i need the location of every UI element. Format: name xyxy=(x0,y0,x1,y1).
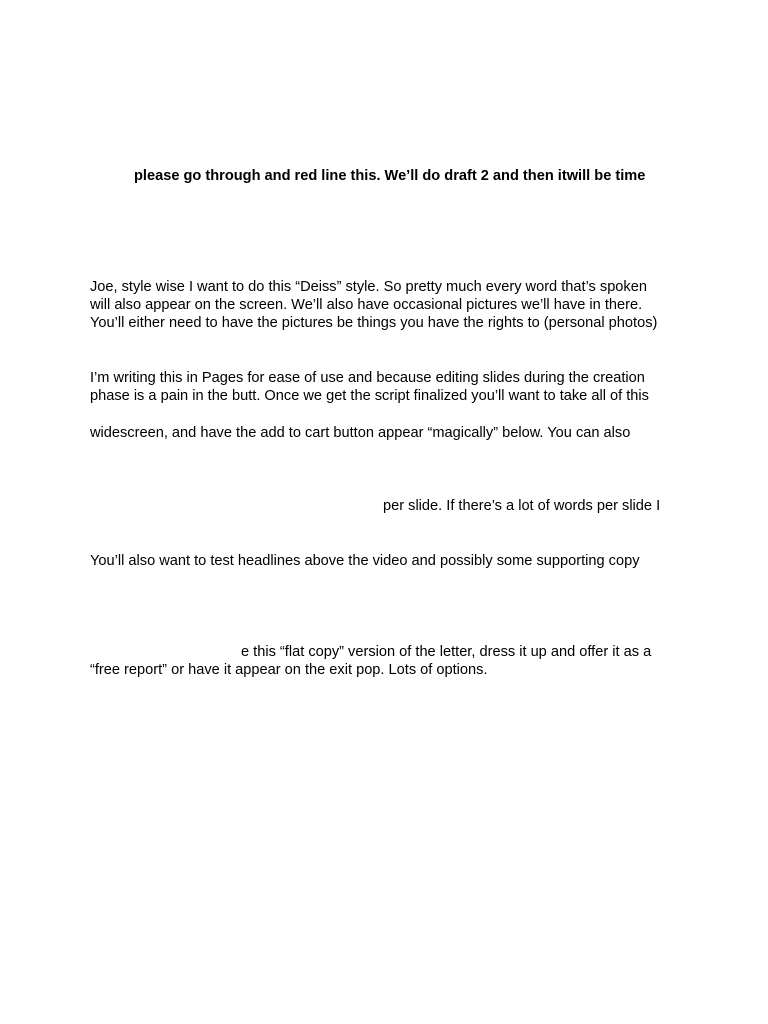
paragraph-6-line-1: e this “flat copy” version of the letter, dress it up and offer it as a xyxy=(241,644,652,660)
paragraph-4: per slide. If there’s a lot of words per slide I xyxy=(383,498,661,514)
paragraph-3: widescreen, and have the add to cart button appear “magically” below. You can also xyxy=(90,425,631,441)
paragraph-1-line-3: You’ll either need to have the pictures be things you have the rights to (personal photos) xyxy=(90,315,658,331)
paragraph-2-line-2: phase is a pain in the butt. Once we get the script finalized you’ll want to take all of this xyxy=(90,388,649,404)
paragraph-1-line-1: Joe, style wise I want to do this “Deiss” style. So pretty much every word that’s spoken xyxy=(90,279,647,295)
paragraph-6-line-2: “free report” or have it appear on the exit pop. Lots of options. xyxy=(90,662,488,678)
document-heading: please go through and red line this. We’ll do draft 2 and then itwill be time xyxy=(134,168,646,184)
paragraph-2-line-1: I’m writing this in Pages for ease of use and because editing slides during the creation xyxy=(90,370,645,386)
paragraph-5: You’ll also want to test headlines above the video and possibly some supporting copy xyxy=(90,553,640,569)
paragraph-1-line-2: will also appear on the screen. We’ll also have occasional pictures we’ll have in there. xyxy=(90,297,643,313)
